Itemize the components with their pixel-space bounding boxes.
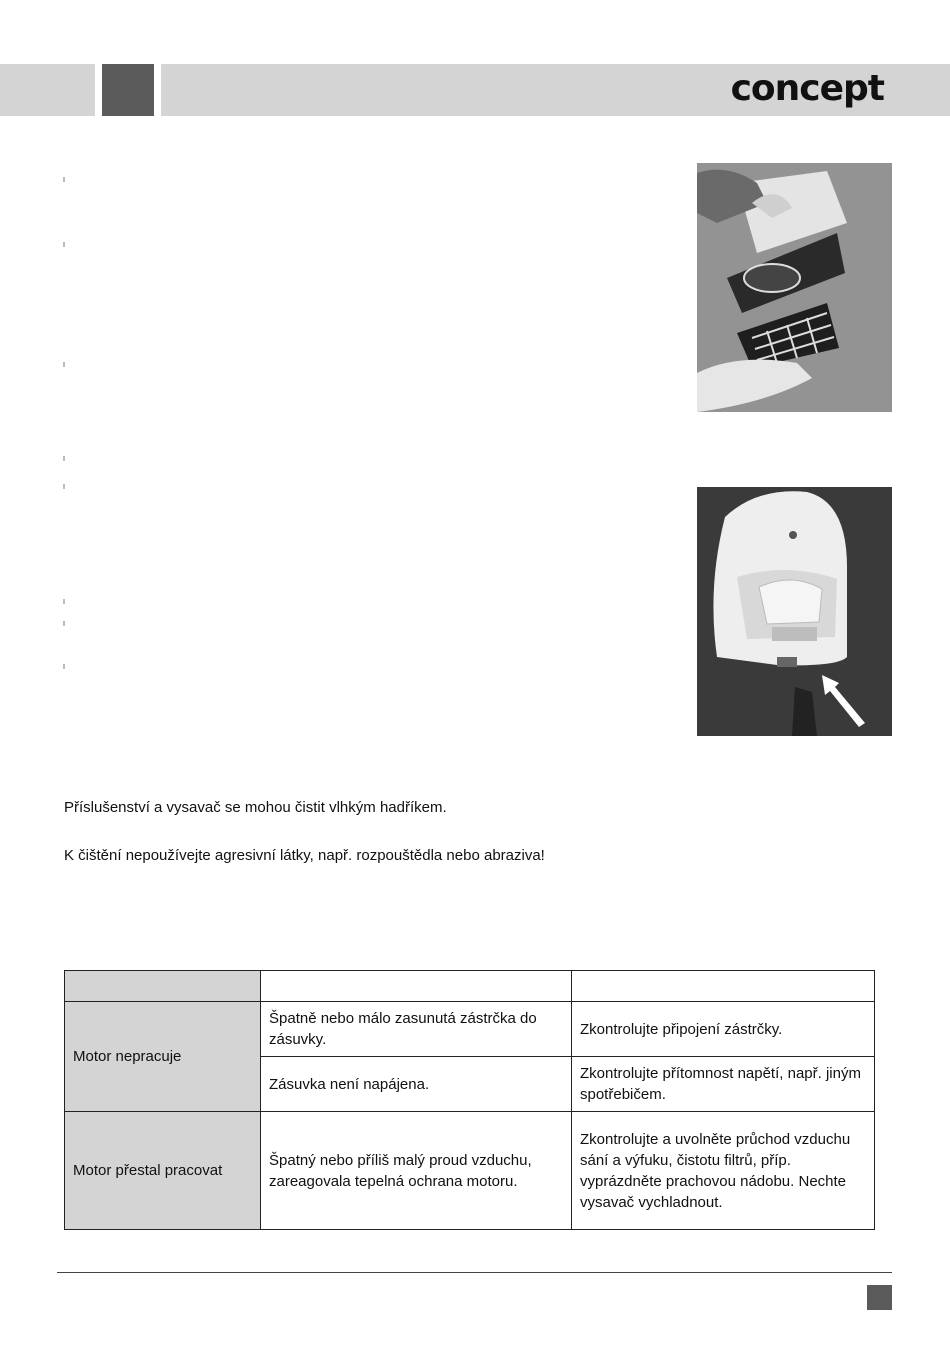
cleaning-warning: K čištění nepoužívejte agresivní látky, např. rozpouštědla nebo abraziva! [64,847,545,864]
margin-mark [63,484,65,489]
solution-cell: Zkontrolujte přítomnost napětí, např. jiným spotřebičem. [572,1057,875,1112]
margin-mark [63,456,65,461]
cleaning-note: Příslušenství a vysavač se mohou čistit vlhkým hadříkem. [64,799,447,816]
margin-mark [63,621,65,626]
header-left-bar [0,64,95,116]
table-row [65,1112,875,1230]
table-row [65,1002,875,1057]
margin-mark [63,177,65,182]
vacuum-photo [697,487,892,736]
page-marker [867,1285,892,1310]
header-cell [572,971,875,1002]
filter-photo [697,163,892,412]
margin-mark [63,599,65,604]
solution-cell: Zkontrolujte a uvolněte průchod vzduchu sání a výfuku, čistotu filtrů, příp. vyprázdněte prachovou nádobu. Nechte vysavač vychladnout. [572,1112,875,1230]
brand-logo: concept [730,68,884,109]
margin-mark [63,362,65,367]
cause-cell: Špatný nebo příliš malý proud vzduchu, zareagovala tepelná ochrana motoru. [261,1112,572,1230]
footer-divider [57,1272,892,1273]
header-cell [261,971,572,1002]
troubleshooting-table [64,970,875,1230]
problem-cell: Motor přestal pracovat [65,1112,261,1230]
margin-mark [63,664,65,669]
cause-cell: Zásuvka není napájena. [261,1057,572,1112]
header-section-block [102,64,154,116]
problem-cell: Motor nepracuje [65,1002,261,1112]
solution-cell: Zkontrolujte připojení zástrčky. [572,1002,875,1057]
cause-cell: Špatně nebo málo zasunutá zástrčka do zásuvky. [261,1002,572,1057]
margin-mark [63,242,65,247]
header-cell [65,971,261,1002]
table-header-row [65,971,875,1002]
